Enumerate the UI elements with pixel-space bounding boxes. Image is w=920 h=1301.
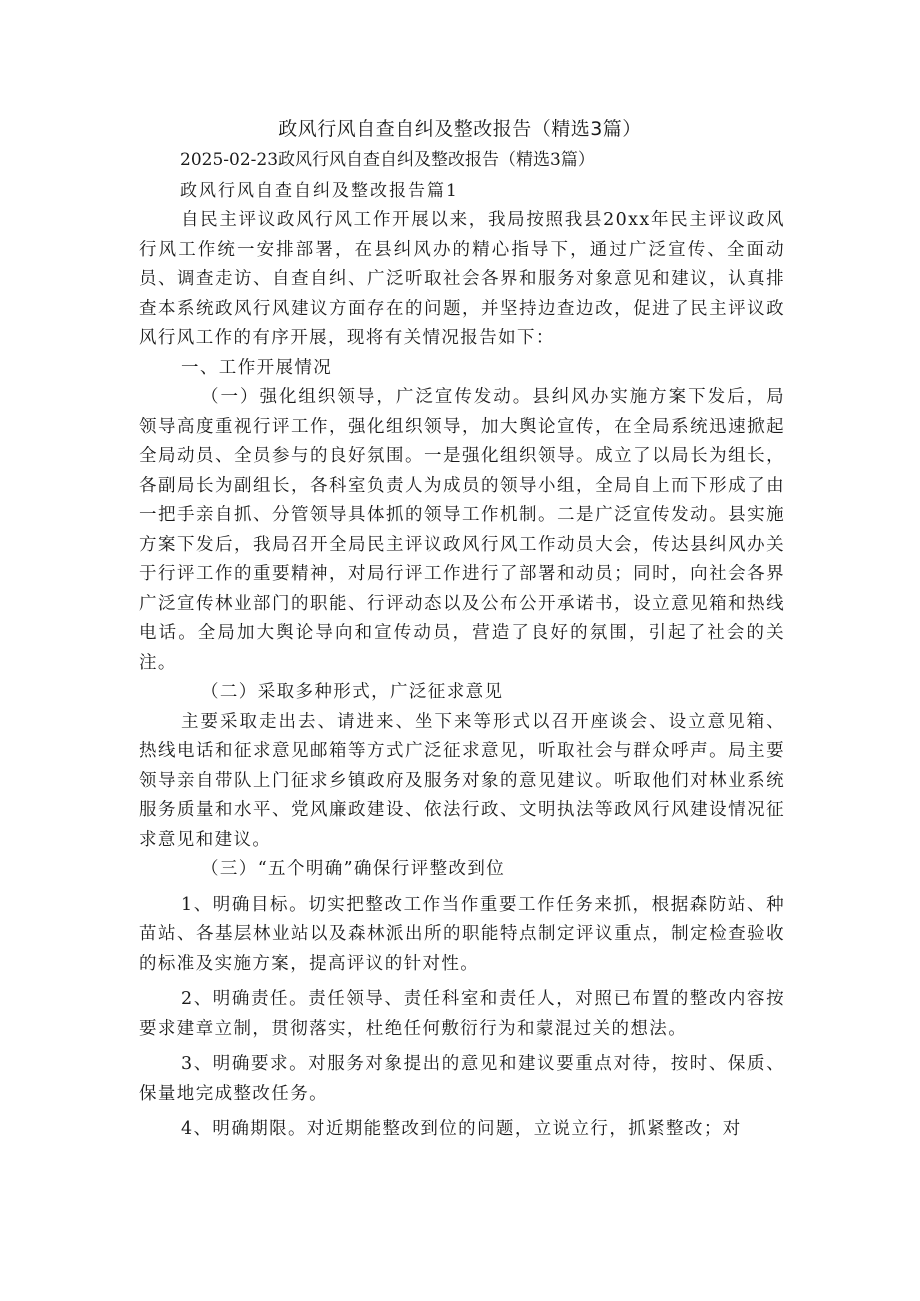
subheading-solicit-opinions: （二）采取多种形式，广泛征求意见 xyxy=(201,682,504,702)
list-item-goal: 1、明确目标。切实把整改工作当作重要工作任务来抓，根据森防站、种苗站、各基层林业站以及森林派出所的职能特点制定评议重点，制定检查验收的标准及实施方案，提高评议的针对性。 xyxy=(139,894,785,974)
paragraph-organization-leadership: （一）强化组织领导，广泛宣传发动。县纠风办实施方案下发后，局领导高度重视行评工作，强化组织领导，加大舆论宣传，在全局系统迅速掀起全局动员、全员参与的良好氛围。一是强化组织领导。成立了以局长为组长，各副局长为副组长，各科室负责人为成员的领导小组，全局自上而下形成了由一把手亲自抓、分管领导具体抓的领导工作机制。二是广泛宣传发动。县实施方案下发后，我局召开全局民主评议政风行风工作动员大会，传达县纠风办关于行评工作的重要精神，对局行评工作进行了部署和动员；同时，向社会各界广泛宣传林业部门的职能、行评动态以及公布公开承诺书，设立意见箱和热线电话。全局加大舆论导向和宣传动员，营造了良好的氛围，引起了社会的关注。 xyxy=(139,387,785,673)
section-subtitle: 政风行风自查自纠及整改报告篇1 xyxy=(180,181,459,201)
list-item-deadline: 4、明确期限。对近期能整改到位的问题，立说立行，抓紧整改；对 xyxy=(181,1119,742,1139)
section-heading-work-progress: 一、工作开展情况 xyxy=(181,357,333,378)
document-date-line: 2025-02-23政风行风自查自纠及整改报告（精选3篇） xyxy=(180,150,595,170)
intro-paragraph: 自民主评议政风行风工作开展以来，我局按照我县20xx年民主评议政风行风工作统一安排部署，在县纠风办的精心指导下，通过广泛宣传、全面动员、调查走访、自查自纠、广泛听取社会各界和服务对象意见和建议，认真排查本系统政风行风建议方面存在的问题，并坚持边查边改，促进了民主评议政风行风工作的有序开展，现将有关情况报告如下： xyxy=(139,210,785,348)
paragraph-solicit-opinions: 主要采取走出去、请进来、坐下来等形式以召开座谈会、设立意见箱、热线电话和征求意见邮箱等方式广泛征求意见，听取社会与群众呼声。局主要领导亲自带队上门征求乡镇政府及服务对象的意见建议。听取他们对林业系统服务质量和水平、党风廉政建设、依法行政、文明执法等政风行风建设情况征求意见和建议。 xyxy=(139,711,785,850)
list-item-requirement: 3、明确要求。对服务对象提出的意见和建议要重点对待，按时、保质、保量地完成整改任务。 xyxy=(139,1054,785,1104)
document-title: 政风行风自查自纠及整改报告（精选3篇） xyxy=(278,118,642,140)
subheading-five-clarities: （三）“五个明确”确保行评整改到位 xyxy=(201,859,506,879)
list-item-responsibility: 2、明确责任。责任领导、责任科室和责任人，对照已布置的整改内容按要求建章立制，贯彻落实，杜绝任何敷衍行为和蒙混过关的想法。 xyxy=(139,989,785,1039)
document-body xyxy=(139,206,785,1145)
